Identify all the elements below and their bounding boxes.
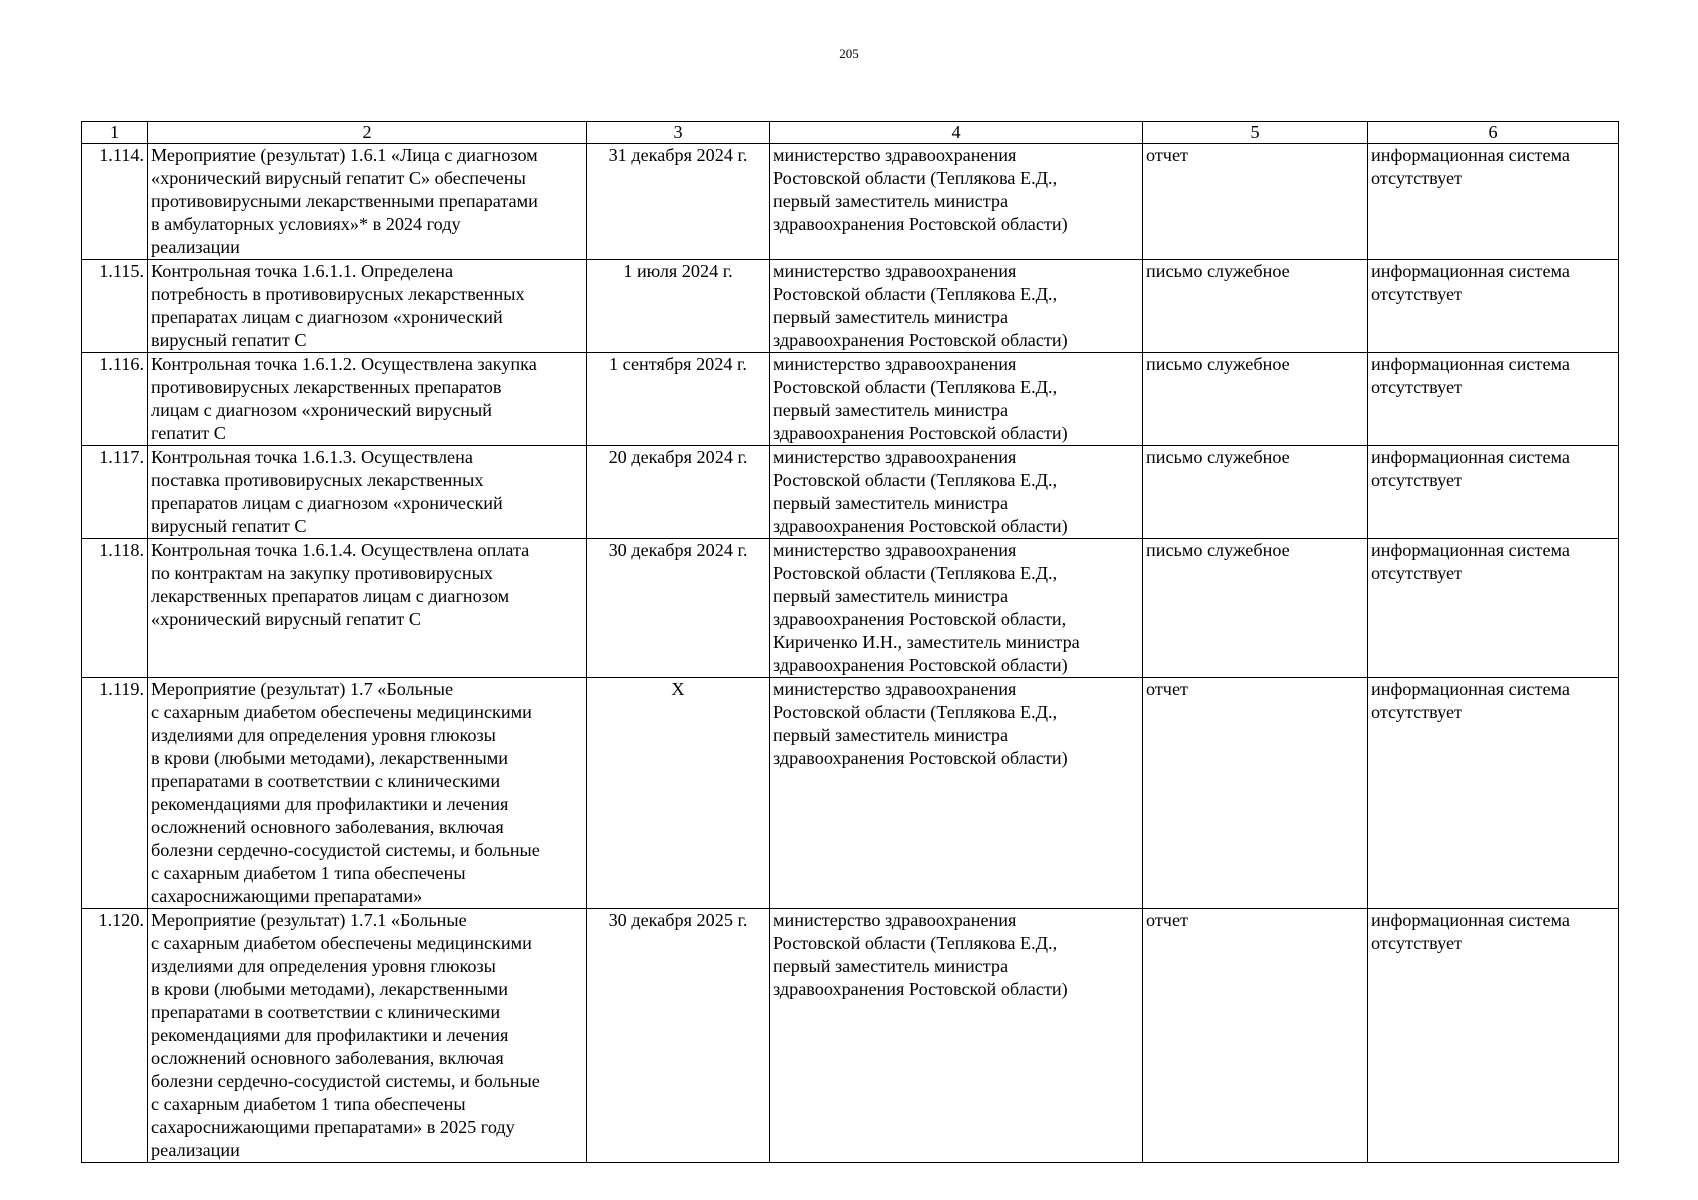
document-type-cell: письмо служебное [1143,539,1368,678]
description-cell [148,678,587,909]
description-line: сахароснижающими препаратами» [151,886,423,906]
information-system-line: отсутствует [1371,933,1462,953]
responsible-line: министерство здравоохранения [773,910,1017,930]
description-line: по контрактам на закупку противовирусных [151,563,493,583]
description-line: в крови (любыми методами), лекарственными [151,748,508,768]
responsible-cell [770,678,1143,909]
responsible-line: Ростовской области (Теплякова Е.Д., [773,563,1058,583]
description-cell [148,144,587,260]
header-row [82,122,1619,144]
responsible-line: министерство здравоохранения [773,679,1017,699]
description-cell [148,909,587,1163]
description-line: поставка противовирусных лекарственных [151,470,484,490]
responsible-line: здравоохранения Ростовской области) [773,516,1068,536]
responsible-cell [770,260,1143,353]
column-header: 5 [1143,122,1368,144]
responsible-cell [770,909,1143,1163]
information-system-cell [1368,909,1619,1163]
document-type-cell: письмо служебное [1143,260,1368,353]
information-system-line: информационная система [1371,354,1570,374]
description-line: с сахарным диабетом обеспечены медицинскими [151,702,532,722]
responsible-line: министерство здравоохранения [773,354,1017,374]
description-line: препаратах лицам с диагнозом «хронический [151,307,503,327]
description-line: Мероприятие (результат) 1.7.1 «Больные [151,910,467,930]
description-line: в амбулаторных условиях»* в 2024 году [151,214,461,234]
information-system-line: информационная система [1371,261,1570,281]
deadline-cell: 1 июля 2024 г. [587,260,770,353]
description-line: изделиями для определения уровня глюкозы [151,956,496,976]
document-type-cell: письмо служебное [1143,446,1368,539]
table-row [82,678,1619,909]
plan-table [81,121,1619,1163]
description-line: осложнений основного заболевания, включая [151,817,504,837]
responsible-line: первый заместитель министра [773,400,1009,420]
column-header: 6 [1368,122,1619,144]
document-type-cell: отчет [1143,678,1368,909]
table-row [82,144,1619,260]
deadline-cell: Х [587,678,770,909]
description-line: реализации [151,1140,240,1160]
description-line: осложнений основного заболевания, включая [151,1048,504,1068]
description-line: противовирусными лекарственными препаратами [151,191,538,211]
information-system-line: отсутствует [1371,168,1462,188]
deadline-cell: 30 декабря 2025 г. [587,909,770,1163]
responsible-line: Ростовской области (Теплякова Е.Д., [773,702,1058,722]
responsible-line: министерство здравоохранения [773,447,1017,467]
row-number-cell: 1.119. [82,678,148,909]
page-number: 205 [839,46,859,61]
description-line: Контрольная точка 1.6.1.1. Определена [151,261,454,281]
responsible-line: здравоохранения Ростовской области) [773,423,1068,443]
information-system-line: отсутствует [1371,377,1462,397]
description-line: реализации [151,237,240,257]
responsible-line: здравоохранения Ростовской области) [773,214,1068,234]
responsible-line: Ростовской области (Теплякова Е.Д., [773,284,1058,304]
description-line: Контрольная точка 1.6.1.3. Осуществлена [151,447,473,467]
information-system-line: отсутствует [1371,563,1462,583]
responsible-line: министерство здравоохранения [773,261,1017,281]
document-type-cell: отчет [1143,144,1368,260]
information-system-line: информационная система [1371,447,1570,467]
responsible-line: первый заместитель министра [773,725,1009,745]
responsible-line: Ростовской области (Теплякова Е.Д., [773,470,1058,490]
responsible-line: здравоохранения Ростовской области, [773,609,1067,629]
description-line: Контрольная точка 1.6.1.4. Осуществлена оплата [151,540,530,560]
responsible-line: Кириченко И.Н., заместитель министра [773,632,1080,652]
row-number-cell: 1.116. [82,353,148,446]
information-system-line: отсутствует [1371,470,1462,490]
information-system-line: отсутствует [1371,284,1462,304]
information-system-line: информационная система [1371,540,1570,560]
column-header: 2 [148,122,587,144]
responsible-cell [770,144,1143,260]
description-line: лицам с диагнозом «хронический вирусный [151,400,492,420]
description-line: сахароснижающими препаратами» в 2025 году [151,1117,515,1137]
description-line: рекомендациями для профилактики и лечения [151,1025,509,1045]
responsible-line: Ростовской области (Теплякова Е.Д., [773,377,1058,397]
row-number-cell: 1.120. [82,909,148,1163]
responsible-line: министерство здравоохранения [773,145,1017,165]
description-line: противовирусных лекарственных препаратов [151,377,502,397]
table-row [82,446,1619,539]
description-line: вирусный гепатит C [151,330,307,350]
document-type-cell: отчет [1143,909,1368,1163]
responsible-line: здравоохранения Ростовской области) [773,979,1068,999]
responsible-line: министерство здравоохранения [773,540,1017,560]
responsible-line: первый заместитель министра [773,956,1009,976]
description-line: изделиями для определения уровня глюкозы [151,725,496,745]
description-line: «хронический вирусный гепатит C [151,609,421,629]
description-line: Мероприятие (результат) 1.6.1 «Лица с диагнозом [151,145,538,165]
deadline-cell: 30 декабря 2024 г. [587,539,770,678]
description-cell [148,446,587,539]
description-line: лекарственных препаратов лицам с диагнозом [151,586,510,606]
responsible-line: здравоохранения Ростовской области) [773,748,1068,768]
information-system-cell [1368,353,1619,446]
description-line: рекомендациями для профилактики и лечения [151,794,509,814]
description-line: потребность в противовирусных лекарственных [151,284,525,304]
table-body [82,144,1619,1163]
row-number-cell: 1.115. [82,260,148,353]
row-number-cell: 1.118. [82,539,148,678]
information-system-cell [1368,446,1619,539]
responsible-line: Ростовской области (Теплякова Е.Д., [773,168,1058,188]
responsible-line: здравоохранения Ростовской области) [773,330,1068,350]
information-system-line: информационная система [1371,910,1570,930]
description-line: с сахарным диабетом 1 типа обеспечены [151,1094,466,1114]
description-cell [148,539,587,678]
deadline-cell: 20 декабря 2024 г. [587,446,770,539]
information-system-line: информационная система [1371,679,1570,699]
description-line: болезни сердечно-сосудистой системы, и больные [151,840,540,860]
responsible-cell [770,446,1143,539]
table-row [82,909,1619,1163]
description-line: препаратов лицам с диагнозом «хронический [151,493,503,513]
responsible-line: первый заместитель министра [773,493,1009,513]
description-line: «хронический вирусный гепатит C» обеспечены [151,168,526,188]
deadline-cell: 31 декабря 2024 г. [587,144,770,260]
responsible-line: здравоохранения Ростовской области) [773,655,1068,675]
description-line: Контрольная точка 1.6.1.2. Осуществлена закупка [151,354,537,374]
table-row [82,539,1619,678]
information-system-cell [1368,539,1619,678]
information-system-cell [1368,144,1619,260]
description-line: вирусный гепатит C [151,516,307,536]
deadline-cell: 1 сентября 2024 г. [587,353,770,446]
responsible-cell [770,353,1143,446]
responsible-line: первый заместитель министра [773,307,1009,327]
description-line: Мероприятие (результат) 1.7 «Больные [151,679,454,699]
description-line: с сахарным диабетом 1 типа обеспечены [151,863,466,883]
table-row [82,260,1619,353]
column-header: 4 [770,122,1143,144]
row-number-cell: 1.114. [82,144,148,260]
responsible-line: первый заместитель министра [773,191,1009,211]
row-number-cell: 1.117. [82,446,148,539]
column-header: 3 [587,122,770,144]
information-system-line: информационная система [1371,145,1570,165]
description-cell [148,260,587,353]
description-line: препаратами в соответствии с клиническими [151,771,501,791]
responsible-line: первый заместитель министра [773,586,1009,606]
column-header: 1 [82,122,148,144]
table-row [82,353,1619,446]
information-system-cell [1368,260,1619,353]
description-line: в крови (любыми методами), лекарственными [151,979,508,999]
description-cell [148,353,587,446]
information-system-cell [1368,678,1619,909]
responsible-line: Ростовской области (Теплякова Е.Д., [773,933,1058,953]
description-line: гепатит C [151,423,226,443]
document-type-cell: письмо служебное [1143,353,1368,446]
description-line: с сахарным диабетом обеспечены медицинскими [151,933,532,953]
information-system-line: отсутствует [1371,702,1462,722]
description-line: болезни сердечно-сосудистой системы, и больные [151,1071,540,1091]
responsible-cell [770,539,1143,678]
description-line: препаратами в соответствии с клиническими [151,1002,501,1022]
